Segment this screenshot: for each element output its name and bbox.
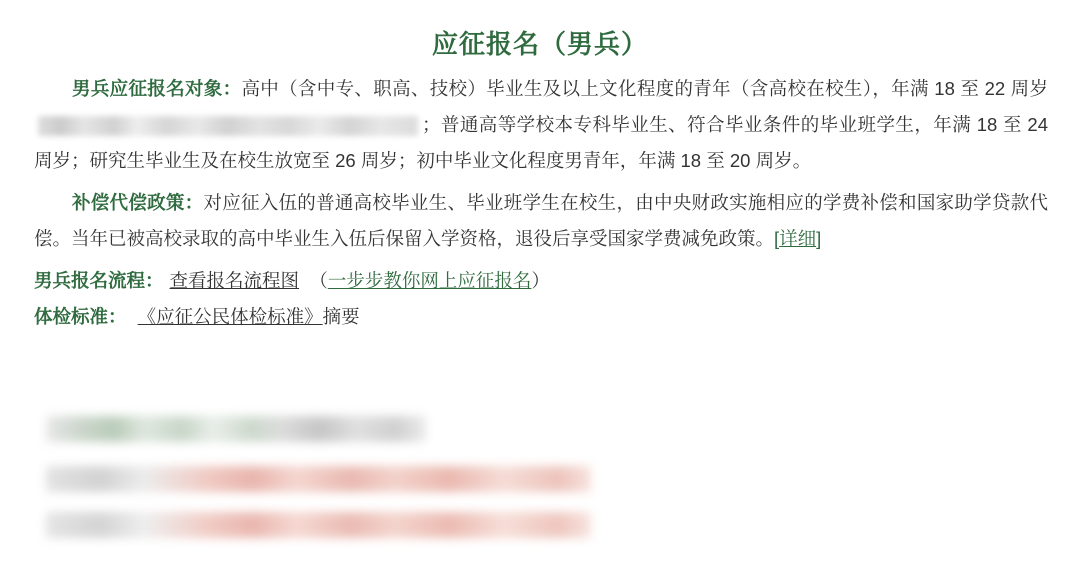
eligibility-text-part1: 高中（含中专、职高、技校）毕业生及以上文化程度的青年（含高校在校生），年满 18 至 22 周岁 [241,78,1048,99]
redacted-block-1 [46,416,426,442]
compensation-paragraph [18,185,1062,257]
flowchart-link[interactable]: 查看报名流程图 [169,270,300,291]
compensation-text: 对应征入伍的普通高校毕业生、毕业班学生在校生，由中央财政实施相应的学费补偿和国家助学贷款代偿。当年已被高校录取的高中毕业生入伍后保留入学资格，退役后享受国家学费减免政策。 [34,192,1048,249]
redacted-block-3 [46,512,591,538]
medical-standard-link[interactable]: 《应征公民体检标准》 [137,306,323,327]
medical-line [18,299,1062,335]
eligibility-text-part2: ；普通高等学校本专科毕业生、符合毕业条件的毕业班学生，年满 18 至 24 周岁；研究生毕业生及在校生放宽至 26 周岁；初中毕业文化程度男青年，年满 18 至 20 周岁。 [34,114,1048,171]
eligibility-paragraph [18,71,1062,179]
medical-suffix: 摘要 [322,306,360,327]
process-label: 男兵报名流程： [34,270,164,291]
page-title: 应征报名（男兵） [431,29,648,59]
process-paren-open: （ [309,270,328,291]
medical-label: 体检标准： [34,306,127,327]
compensation-label: 补偿代偿政策： [72,192,204,213]
process-line [18,263,1062,299]
detail-bracket-close: ] [816,228,822,249]
eligibility-label: 男兵应征报名对象： [72,78,242,99]
tutorial-link[interactable]: 一步步教你网上应征报名 [327,270,532,291]
detail-link[interactable]: 详细 [779,228,817,249]
redacted-inline-text [38,116,418,136]
redacted-block-2 [46,466,591,492]
process-paren-close: ） [531,270,550,291]
detail-bracket-open: [ [774,228,780,249]
